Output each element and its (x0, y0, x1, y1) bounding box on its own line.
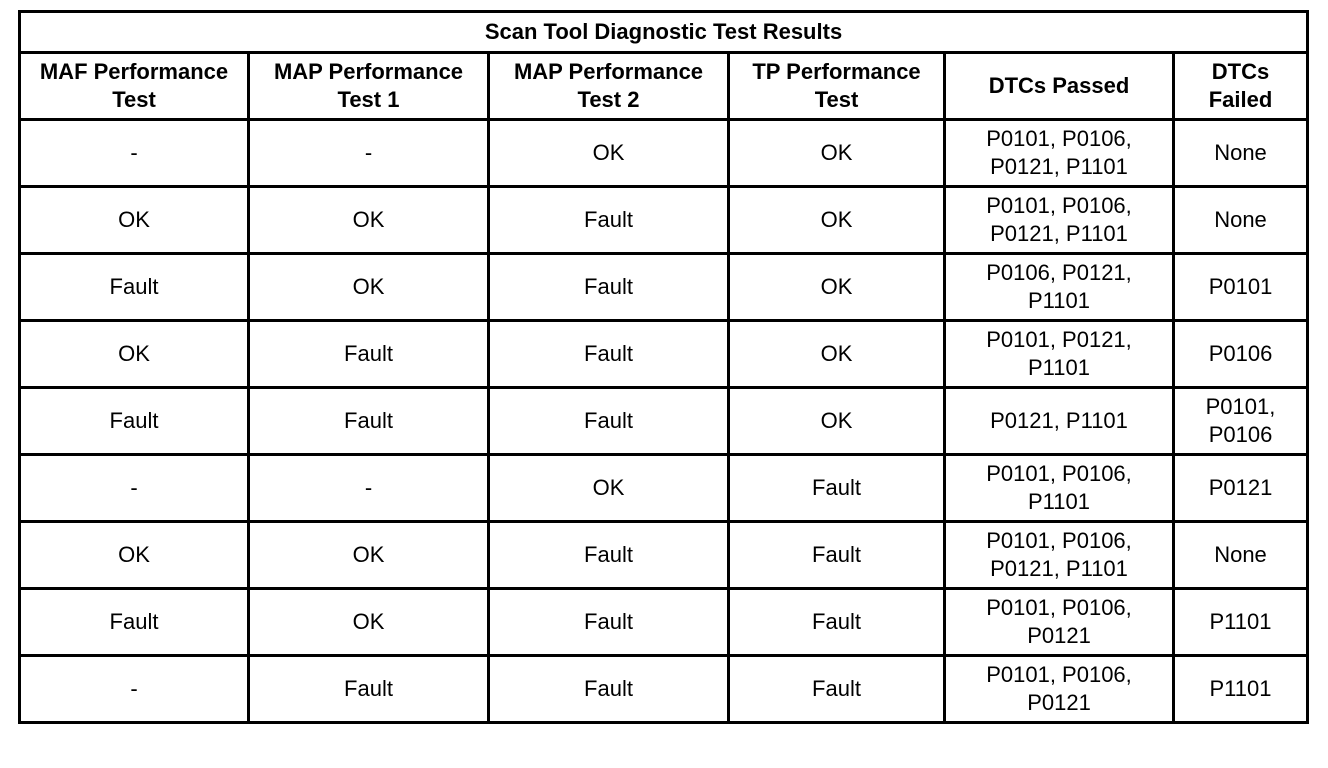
dtcs-passed-cell: P0101, P0106, P1101 (945, 455, 1174, 522)
map-test-2-cell: OK (489, 120, 729, 187)
table-row (20, 589, 1308, 656)
column-header-row (20, 53, 1308, 120)
map-test-2-cell: Fault (489, 388, 729, 455)
header-tp-performance-test: TP Performance Test (729, 53, 945, 120)
dtcs-failed-cell: P0121 (1174, 455, 1308, 522)
map-test-1-cell: OK (249, 589, 489, 656)
table-row (20, 321, 1308, 388)
maf-test-cell: OK (20, 321, 249, 388)
tp-test-cell: Fault (729, 589, 945, 656)
map-test-2-cell: Fault (489, 656, 729, 723)
dtcs-failed-cell: P0101 (1174, 254, 1308, 321)
dtcs-failed-cell: None (1174, 120, 1308, 187)
maf-test-cell: OK (20, 522, 249, 589)
map-test-1-cell: OK (249, 187, 489, 254)
table-row (20, 656, 1308, 723)
header-map-performance-test-1: MAP Performance Test 1 (249, 53, 489, 120)
dtcs-passed-cell: P0101, P0106, P0121, P1101 (945, 522, 1174, 589)
maf-test-cell: Fault (20, 254, 249, 321)
map-test-2-cell: Fault (489, 321, 729, 388)
header-map-performance-test-2: MAP Performance Test 2 (489, 53, 729, 120)
dtcs-passed-cell: P0101, P0121, P1101 (945, 321, 1174, 388)
header-dtcs-passed: DTCs Passed (945, 53, 1174, 120)
dtcs-passed-cell: P0101, P0106, P0121, P1101 (945, 187, 1174, 254)
dtcs-passed-cell: P0101, P0106, P0121, P1101 (945, 120, 1174, 187)
tp-test-cell: Fault (729, 522, 945, 589)
map-test-2-cell: Fault (489, 589, 729, 656)
map-test-1-cell: Fault (249, 321, 489, 388)
dtcs-failed-cell: None (1174, 187, 1308, 254)
table-row (20, 254, 1308, 321)
map-test-1-cell: OK (249, 522, 489, 589)
table-title: Scan Tool Diagnostic Test Results (20, 12, 1308, 53)
maf-test-cell: - (20, 455, 249, 522)
maf-test-cell: Fault (20, 589, 249, 656)
tp-test-cell: OK (729, 120, 945, 187)
dtcs-failed-cell: P1101 (1174, 656, 1308, 723)
tp-test-cell: Fault (729, 656, 945, 723)
maf-test-cell: OK (20, 187, 249, 254)
maf-test-cell: - (20, 120, 249, 187)
maf-test-cell: Fault (20, 388, 249, 455)
dtcs-passed-cell: P0121, P1101 (945, 388, 1174, 455)
map-test-2-cell: Fault (489, 187, 729, 254)
dtcs-failed-cell: None (1174, 522, 1308, 589)
table-body (20, 120, 1308, 723)
map-test-1-cell: - (249, 455, 489, 522)
map-test-1-cell: - (249, 120, 489, 187)
dtcs-passed-cell: P0106, P0121, P1101 (945, 254, 1174, 321)
map-test-2-cell: Fault (489, 522, 729, 589)
results-table (18, 10, 1309, 724)
table-row (20, 388, 1308, 455)
table-row (20, 120, 1308, 187)
dtcs-failed-cell: P0106 (1174, 321, 1308, 388)
map-test-2-cell: Fault (489, 254, 729, 321)
table-row (20, 522, 1308, 589)
table-title-row (20, 12, 1308, 53)
map-test-1-cell: Fault (249, 388, 489, 455)
tp-test-cell: OK (729, 388, 945, 455)
dtcs-passed-cell: P0101, P0106, P0121 (945, 656, 1174, 723)
dtcs-passed-cell: P0101, P0106, P0121 (945, 589, 1174, 656)
tp-test-cell: OK (729, 187, 945, 254)
map-test-1-cell: Fault (249, 656, 489, 723)
dtcs-failed-cell: P0101, P0106 (1174, 388, 1308, 455)
tp-test-cell: OK (729, 254, 945, 321)
table-row (20, 187, 1308, 254)
dtcs-failed-cell: P1101 (1174, 589, 1308, 656)
table-row (20, 455, 1308, 522)
tp-test-cell: OK (729, 321, 945, 388)
header-dtcs-failed: DTCs Failed (1174, 53, 1308, 120)
maf-test-cell: - (20, 656, 249, 723)
tp-test-cell: Fault (729, 455, 945, 522)
map-test-1-cell: OK (249, 254, 489, 321)
map-test-2-cell: OK (489, 455, 729, 522)
header-maf-performance-test: MAF Performance Test (20, 53, 249, 120)
